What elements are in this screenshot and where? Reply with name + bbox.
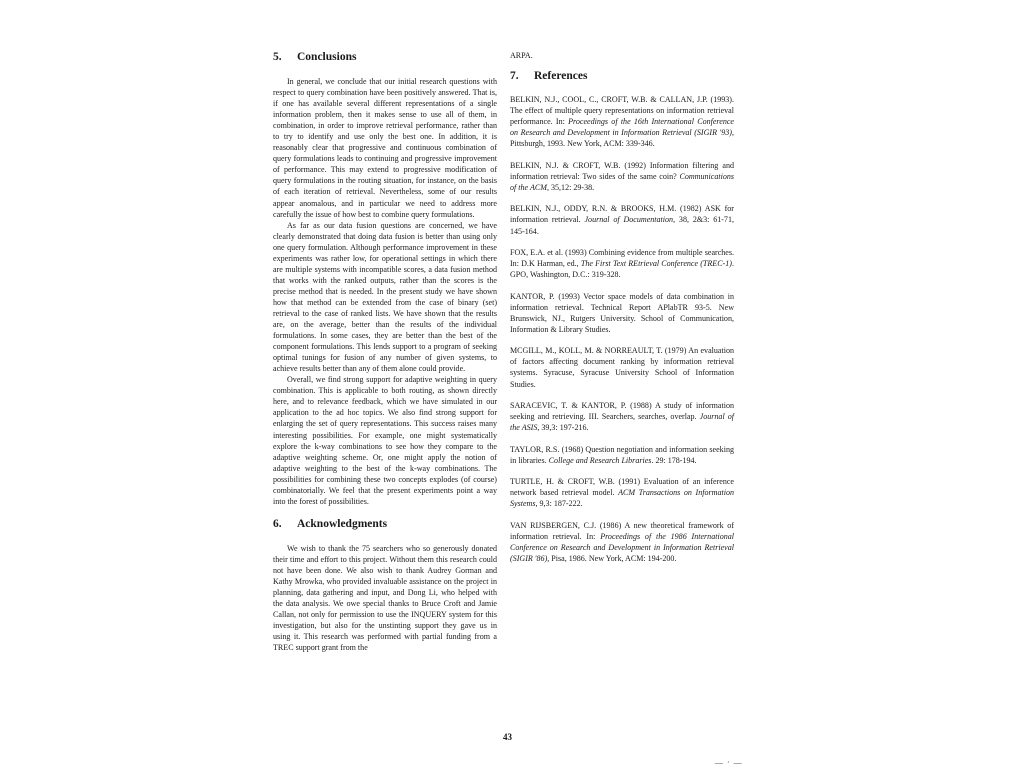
reference-item: TURTLE, H. & CROFT, W.B. (1991) Evaluation of an inference network based retrieval model. ACM Transactions on Information Systems, 9,3: 187-222. bbox=[510, 477, 734, 509]
right-column bbox=[510, 50, 734, 575]
section-heading-references bbox=[510, 69, 734, 83]
section-number: 7. bbox=[510, 70, 519, 83]
footer-mark: — · — bbox=[715, 758, 743, 767]
conclusions-paragraph-3: Overall, we find strong support for adaptive weighting in query combination. This is applicable to both routing, as shown directly here, and to relevance feedback, which we have simulated in our application to the ad hoc topics. We also find strong support for enlarging the set of query representations. This success raises many interesting possibilities. For example, one might systematically explore the k-way combinations to see how they compare to the adaptive weighting scheme. Or, one might apply the notion of adaptive weighting to the best of the k-way combinations. The possibilities for combining these two concepts explodes (of course) combinatorially. We feel that the present experiments point a way into the forest of possibilities. bbox=[273, 375, 497, 506]
reference-item: SARACEVIC, T. & KANTOR, P. (1988) A study of information seeking and retrieving. III. Searchers, searches, overlap. Journal of the ASIS, 39,3: 197-216. bbox=[510, 401, 734, 433]
section-title: Conclusions bbox=[297, 51, 357, 63]
reference-list bbox=[510, 94, 734, 564]
section-title: References bbox=[534, 70, 588, 83]
reference-item: TAYLOR, R.S. (1968) Question negotiation and information seeking in libraries. College and Research Libraries. 29: 178-194. bbox=[510, 444, 734, 465]
section-number: 5. bbox=[273, 51, 282, 63]
section-heading-acknowledgments bbox=[273, 517, 497, 531]
acknowledgments-paragraph: We wish to thank the 75 searchers who so generously donated their time and effort to this project. Without them this research could not have been done. We also wish to thank Audrey Gorman and Kathy Mrowka, who provided invaluable assistance on the project in planning, data gathering and input, and Dong Li, who helped with the data analysis. We owe special thanks to Bruce Croft and Jamie Callan, not only for permission to use the INQUERY system for this investigation, but also for the unstinting support they gave us in using it. This research was performed with partial funding from a TREC support grant from the bbox=[273, 543, 497, 653]
reference-item: MCGILL, M., KOLL, M. & NORREAULT, T. (1979) An evaluation of factors affecting document ranking by information retrieval systems. Syracuse, Syracuse University School of Information Studies. bbox=[510, 346, 734, 389]
section-number: 6. bbox=[273, 517, 282, 530]
acknowledgments-continuation: ARPA. bbox=[510, 51, 533, 60]
left-column bbox=[273, 50, 497, 653]
conclusions-paragraph-2: As far as our data fusion questions are concerned, we have clearly demonstrated that doing data fusion is better than using only one query formulation. Although performance improvement in these experiments was rather low, for operational settings in which there are multiple systems with incompatible scores, a data fusion method that works with the ranked outputs, rather than the scores is the precise method that is needed. In the present study we have shown how that method can be extended from the case of binary (set) retrieval to the case of ranked lists. We have shown that the results are, on the average, better than the results of the individual formulations. In some cases, they are better than the best of the component formulations. This lends support to a program of seeking optimal tunings for fusion of any number of given systems, to achieve results better than any of them alone could provide. bbox=[273, 220, 497, 374]
reference-item: BELKIN, N.J., COOL, C., CROFT, W.B. & CALLAN, J.P. (1993). The effect of multiple query representations on information retrieval performance. In: Proceedings of the 16th International Conference on Research and Development in Information Retrieval (SIGIR '93), Pittsburgh, 1993. New York, ACM: 339-346. bbox=[510, 95, 734, 149]
reference-item: KANTOR, P. (1993) Vector space models of data combination in information retrieval. Technical Report APlabTR 93-5. New Brunswick, NJ., Rutgers University. School of Communication, Information & Library Studies. bbox=[510, 291, 734, 334]
section-heading-conclusions bbox=[273, 50, 497, 64]
conclusions-paragraph-1: In general, we conclude that our initial research questions with respect to query combination have been positively answered. That is, if one has available several different representations of a single information problem, then it makes sense to use all of them, in combination, in order to improve retrieval performance, rather than to try to identify and use only the best one. In addition, it is reasonably clear that progressive and continuous combination of query formulations leads to continuing and progressive improvement of performance. This may extend to progressive modification of query formulations in the routing situation, for instance, on the basis of each iteration of retrieval. Nevertheless, some of our results appear anomalous, and in particular we need to address more carefully the issue of how best to combine query formulations. bbox=[273, 77, 497, 219]
reference-item: BELKIN, N.J. & CROFT, W.B. (1992) Information filtering and information retrieval: Two sides of the same coin? Communications of the ACM, 35,12: 29-38. bbox=[510, 160, 734, 192]
reference-item: FOX, E.A. et al. (1993) Combining evidence from multiple searches. In: D.K Harman, ed., The First Text REtrieval Conference (TREC-1). GPO, Washington, D.C.: 319-328. bbox=[510, 248, 734, 280]
reference-item: BELKIN, N.J., ODDY, R.N. & BROOKS, H.M. (1982) ASK for information retrieval. Journal of Documentation, 38, 2&3: 61-71, 145-164. bbox=[510, 204, 734, 236]
reference-item: VAN RIJSBERGEN, C.J. (1986) A new theoretical framework of information retrieval. In: Proceedings of the 1986 International Conference on Research and Development in Information Retrieval (SIGIR '86), Pisa, 1986. New York, ACM: 194-200. bbox=[510, 520, 735, 564]
section-title: Acknowledgments bbox=[297, 517, 388, 530]
page-number: 43 bbox=[503, 732, 512, 742]
